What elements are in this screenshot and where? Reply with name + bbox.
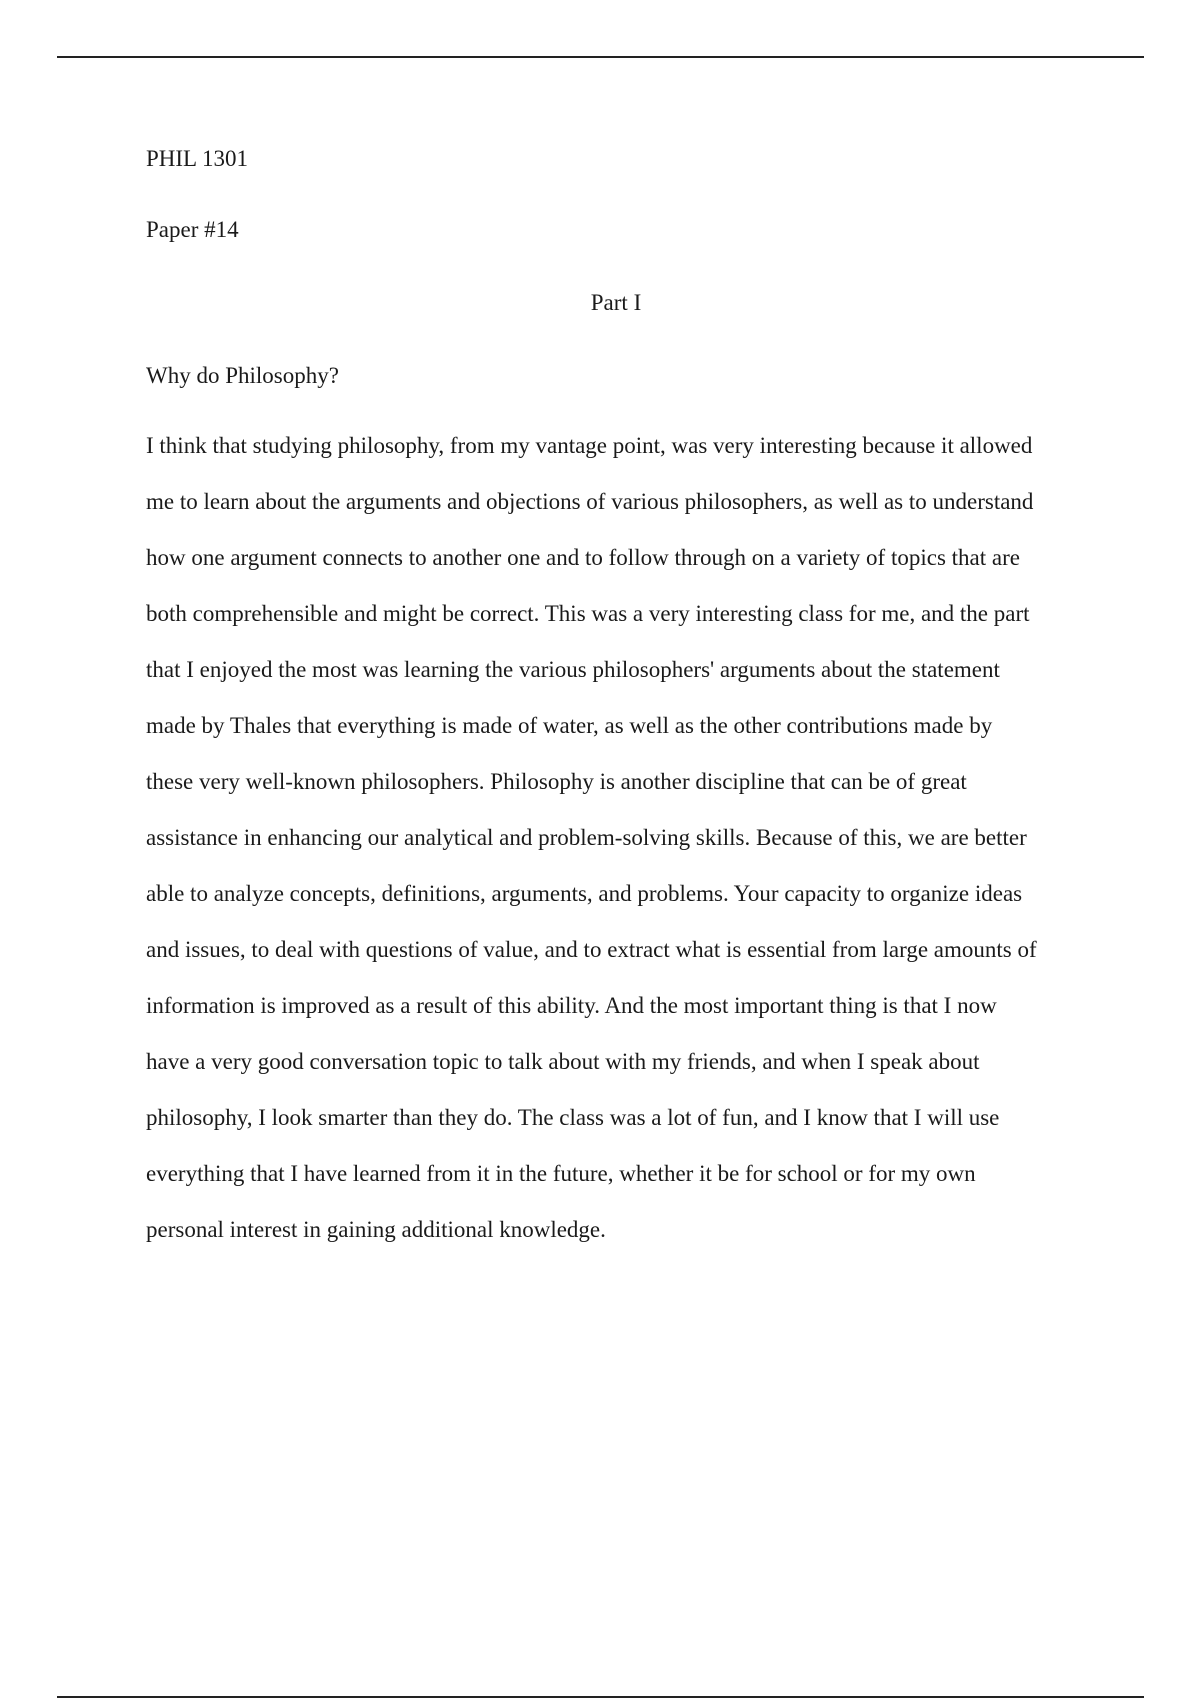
paragraph-line: everything that I have learned from it in the future, whether it be for school or for my own — [146, 1161, 976, 1186]
section-question: Why do Philosophy? — [146, 363, 339, 388]
paragraph-line: these very well-known philosophers. Philosophy is another discipline that can be of great — [146, 769, 967, 794]
paragraph-line: made by Thales that everything is made of water, as well as the other contributions made by — [146, 713, 993, 738]
paragraph-line: that I enjoyed the most was learning the various philosophers' arguments about the statement — [146, 657, 1000, 682]
paragraph-line: and issues, to deal with questions of value, and to extract what is essential from large amounts of — [146, 937, 1037, 962]
paragraph-line: able to analyze concepts, definitions, arguments, and problems. Your capacity to organize ideas — [146, 881, 1023, 906]
course-code: PHIL 1301 — [146, 146, 249, 171]
paragraph-line: information is improved as a result of this ability. And the most important thing is that I now — [146, 993, 997, 1018]
top-rule — [57, 56, 1144, 58]
section-heading: Part I — [590, 290, 642, 315]
paragraph-line: philosophy, I look smarter than they do. The class was a lot of fun, and I know that I will use — [146, 1105, 1000, 1130]
paragraph-line: assistance in enhancing our analytical and problem-solving skills. Because of this, we are better — [146, 825, 1027, 850]
body-paragraph — [146, 432, 1086, 1272]
paragraph-line: me to learn about the arguments and objections of various philosophers, as well as to understand — [146, 489, 1034, 514]
paragraph-line: both comprehensible and might be correct. This was a very interesting class for me, and the part — [146, 601, 1030, 626]
paragraph-line: I think that studying philosophy, from my vantage point, was very interesting because it allowed — [146, 433, 1033, 458]
paragraph-line: have a very good conversation topic to talk about with my friends, and when I speak about — [146, 1049, 980, 1074]
paragraph-line: how one argument connects to another one and to follow through on a variety of topics that are — [146, 545, 1020, 570]
paragraph-line: personal interest in gaining additional knowledge. — [146, 1217, 606, 1242]
paper-number: Paper #14 — [146, 217, 239, 242]
bottom-rule — [57, 1696, 1144, 1698]
